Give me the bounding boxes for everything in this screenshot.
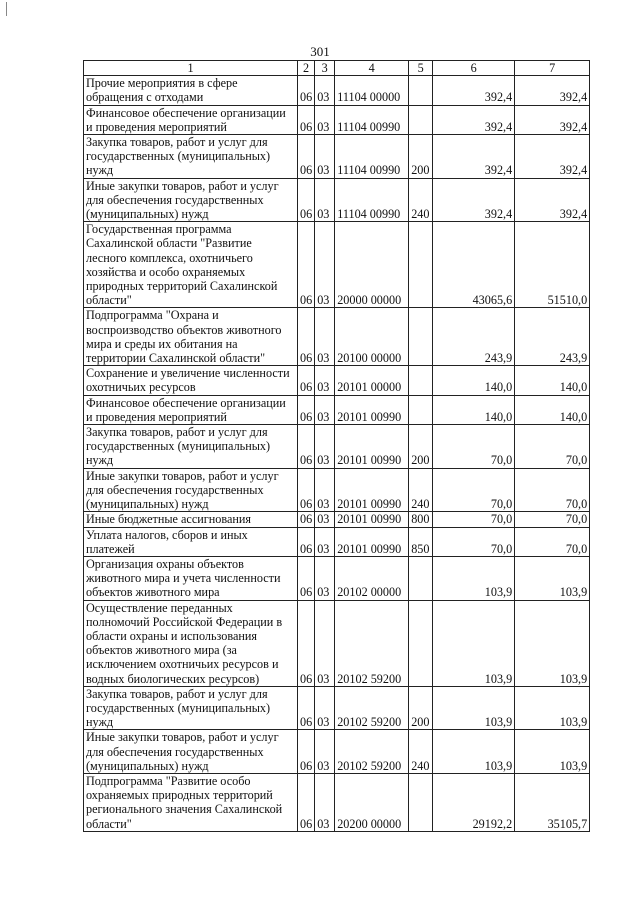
section-code: 06 — [298, 308, 315, 366]
expense-type-code — [409, 366, 433, 395]
section-code: 06 — [298, 556, 315, 600]
expense-type-code — [409, 600, 433, 686]
subsection-code: 03 — [315, 773, 335, 831]
target-article-code: 20102 59200 — [335, 600, 409, 686]
subsection-code: 03 — [315, 308, 335, 366]
amount-col6: 140,0 — [433, 366, 515, 395]
subsection-code: 03 — [315, 366, 335, 395]
table-row — [84, 730, 590, 774]
amount-col7: 70,0 — [515, 425, 590, 469]
amount-col7: 392,4 — [515, 105, 590, 134]
amount-col7: 70,0 — [515, 512, 590, 527]
section-code: 06 — [298, 105, 315, 134]
row-name: Сохранение и увеличение численности охотничьих ресурсов — [84, 366, 298, 395]
table-row — [84, 556, 590, 600]
section-code: 06 — [298, 512, 315, 527]
subsection-code: 03 — [315, 76, 335, 105]
target-article-code: 20102 00000 — [335, 556, 409, 600]
amount-col7: 392,4 — [515, 135, 590, 179]
subsection-code: 03 — [315, 135, 335, 179]
amount-col7: 103,9 — [515, 730, 590, 774]
subsection-code: 03 — [315, 425, 335, 469]
section-code: 06 — [298, 395, 315, 424]
target-article-code: 20102 59200 — [335, 686, 409, 730]
target-article-code: 20102 59200 — [335, 730, 409, 774]
subsection-code: 03 — [315, 178, 335, 222]
amount-col6: 29192,2 — [433, 773, 515, 831]
row-name: Иные закупки товаров, работ и услуг для обеспечения государственных (муниципальных) нужд — [84, 468, 298, 512]
column-header: 7 — [515, 61, 590, 76]
column-header: 6 — [433, 61, 515, 76]
scan-artifact — [6, 2, 7, 16]
target-article-code: 20200 00000 — [335, 773, 409, 831]
expense-type-code — [409, 308, 433, 366]
expense-type-code: 240 — [409, 178, 433, 222]
expense-type-code: 850 — [409, 527, 433, 556]
row-name: Финансовое обеспечение организации и проведения мероприятий — [84, 105, 298, 134]
target-article-code: 11104 00990 — [335, 178, 409, 222]
target-article-code: 11104 00000 — [335, 76, 409, 105]
amount-col6: 70,0 — [433, 468, 515, 512]
table-row — [84, 512, 590, 527]
row-name: Финансовое обеспечение организации и проведения мероприятий — [84, 395, 298, 424]
expense-type-code: 200 — [409, 425, 433, 469]
amount-col6: 140,0 — [433, 395, 515, 424]
section-code: 06 — [298, 178, 315, 222]
subsection-code: 03 — [315, 468, 335, 512]
section-code: 06 — [298, 527, 315, 556]
section-code: 06 — [298, 366, 315, 395]
subsection-code: 03 — [315, 512, 335, 527]
row-name: Организация охраны объектов животного мира и учета численности объектов животного мира — [84, 556, 298, 600]
row-name: Иные закупки товаров, работ и услуг для обеспечения государственных (муниципальных) нужд — [84, 178, 298, 222]
table-row — [84, 222, 590, 308]
amount-col7: 392,4 — [515, 178, 590, 222]
subsection-code: 03 — [315, 527, 335, 556]
expense-type-code: 200 — [409, 135, 433, 179]
column-header-row — [84, 61, 590, 76]
amount-col7: 140,0 — [515, 395, 590, 424]
section-code: 06 — [298, 686, 315, 730]
target-article-code: 20101 00990 — [335, 468, 409, 512]
row-name: Уплата налогов, сборов и иных платежей — [84, 527, 298, 556]
amount-col6: 392,4 — [433, 76, 515, 105]
amount-col6: 43065,6 — [433, 222, 515, 308]
page-number: 301 — [310, 44, 330, 59]
table-row — [84, 425, 590, 469]
table-row — [84, 366, 590, 395]
expense-type-code: 200 — [409, 686, 433, 730]
subsection-code: 03 — [315, 105, 335, 134]
expense-type-code: 240 — [409, 730, 433, 774]
target-article-code: 20101 00990 — [335, 395, 409, 424]
row-name: Государственная программа Сахалинской области "Развитие лесного комплекса, охотничьего хозяйства и особо охраняемых природных территорий Сахалинской области" — [84, 222, 298, 308]
expense-type-code — [409, 773, 433, 831]
row-name: Закупка товаров, работ и услуг для государственных (муниципальных) нужд — [84, 686, 298, 730]
budget-table — [83, 60, 590, 832]
expense-type-code — [409, 556, 433, 600]
expense-type-code — [409, 395, 433, 424]
section-code: 06 — [298, 468, 315, 512]
section-code: 06 — [298, 730, 315, 774]
amount-col7: 392,4 — [515, 76, 590, 105]
subsection-code: 03 — [315, 600, 335, 686]
amount-col6: 103,9 — [433, 730, 515, 774]
section-code: 06 — [298, 600, 315, 686]
row-name: Иные закупки товаров, работ и услуг для обеспечения государственных (муниципальных) нужд — [84, 730, 298, 774]
table-row — [84, 178, 590, 222]
target-article-code: 20101 00990 — [335, 512, 409, 527]
section-code: 06 — [298, 425, 315, 469]
row-name: Прочие мероприятия в сфере обращения с отходами — [84, 76, 298, 105]
expense-type-code: 240 — [409, 468, 433, 512]
table-row — [84, 527, 590, 556]
section-code: 06 — [298, 135, 315, 179]
amount-col7: 70,0 — [515, 468, 590, 512]
row-name: Подпрограмма "Охрана и воспроизводство объектов животного мира и среды их обитания на территории Сахалинской области" — [84, 308, 298, 366]
expense-type-code — [409, 105, 433, 134]
section-code: 06 — [298, 773, 315, 831]
amount-col7: 35105,7 — [515, 773, 590, 831]
amount-col7: 140,0 — [515, 366, 590, 395]
amount-col7: 103,9 — [515, 686, 590, 730]
table-row — [84, 773, 590, 831]
section-code: 06 — [298, 76, 315, 105]
column-header: 2 — [298, 61, 315, 76]
target-article-code: 11104 00990 — [335, 105, 409, 134]
subsection-code: 03 — [315, 395, 335, 424]
expense-type-code: 800 — [409, 512, 433, 527]
row-name: Осуществление переданных полномочий Российской Федерации в области охраны и использования объектов животного мира (за исключением охотничьих ресурсов и водных биологических ресурсов) — [84, 600, 298, 686]
table-row — [84, 135, 590, 179]
row-name: Подпрограмма "Развитие особо охраняемых природных территорий регионального значения Сахалинской области" — [84, 773, 298, 831]
column-header: 4 — [335, 61, 409, 76]
amount-col6: 392,4 — [433, 105, 515, 134]
section-code: 06 — [298, 222, 315, 308]
amount-col7: 70,0 — [515, 527, 590, 556]
table-row — [84, 600, 590, 686]
amount-col6: 103,9 — [433, 556, 515, 600]
subsection-code: 03 — [315, 222, 335, 308]
target-article-code: 20101 00990 — [335, 527, 409, 556]
subsection-code: 03 — [315, 556, 335, 600]
table-row — [84, 686, 590, 730]
amount-col7: 103,9 — [515, 600, 590, 686]
target-article-code: 20101 00990 — [335, 425, 409, 469]
column-header: 1 — [84, 61, 298, 76]
amount-col6: 243,9 — [433, 308, 515, 366]
amount-col6: 70,0 — [433, 527, 515, 556]
target-article-code: 11104 00990 — [335, 135, 409, 179]
amount-col6: 392,4 — [433, 178, 515, 222]
amount-col6: 103,9 — [433, 600, 515, 686]
subsection-code: 03 — [315, 686, 335, 730]
table-row — [84, 308, 590, 366]
expense-type-code — [409, 222, 433, 308]
amount-col6: 103,9 — [433, 686, 515, 730]
row-name: Закупка товаров, работ и услуг для государственных (муниципальных) нужд — [84, 425, 298, 469]
amount-col6: 392,4 — [433, 135, 515, 179]
table-row — [84, 468, 590, 512]
table-row — [84, 395, 590, 424]
target-article-code: 20100 00000 — [335, 308, 409, 366]
row-name: Закупка товаров, работ и услуг для государственных (муниципальных) нужд — [84, 135, 298, 179]
row-name: Иные бюджетные ассигнования — [84, 512, 298, 527]
amount-col6: 70,0 — [433, 425, 515, 469]
target-article-code: 20000 00000 — [335, 222, 409, 308]
column-header: 3 — [315, 61, 335, 76]
table-row — [84, 76, 590, 105]
amount-col7: 243,9 — [515, 308, 590, 366]
expense-type-code — [409, 76, 433, 105]
subsection-code: 03 — [315, 730, 335, 774]
amount-col6: 70,0 — [433, 512, 515, 527]
amount-col7: 103,9 — [515, 556, 590, 600]
column-header: 5 — [409, 61, 433, 76]
target-article-code: 20101 00000 — [335, 366, 409, 395]
table-row — [84, 105, 590, 134]
amount-col7: 51510,0 — [515, 222, 590, 308]
